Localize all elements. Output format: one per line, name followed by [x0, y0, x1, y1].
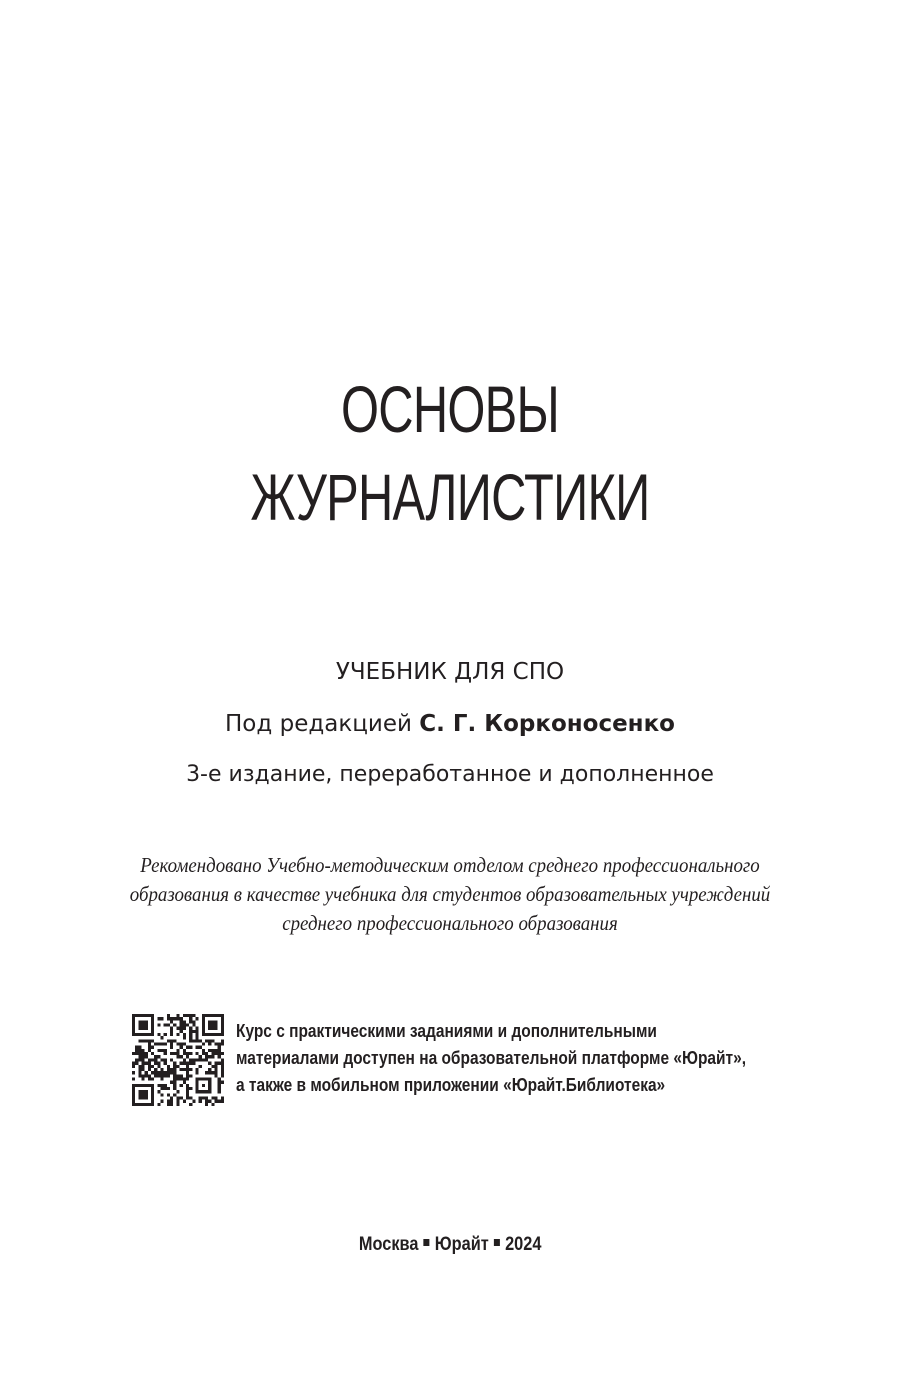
- editor-name: С. Г. Корконосенко: [419, 711, 675, 737]
- separator-square-icon: [494, 1239, 500, 1246]
- editor-line: [0, 711, 900, 737]
- imprint-publisher: Юрайт: [434, 1234, 489, 1255]
- course-note-line-3: а также в мобильном приложении «Юрайт.Библиотека»: [236, 1075, 666, 1095]
- course-note-line-1: Курс с практическими заданиями и дополнительными: [236, 1021, 657, 1041]
- title-line-2: ЖУРНАЛИСТИКИ: [250, 460, 650, 534]
- edition-line: 3-е издание, переработанное и дополненное: [186, 762, 714, 787]
- imprint-city: Москва: [358, 1234, 419, 1255]
- imprint-footer: [0, 1234, 900, 1256]
- book-title: [0, 365, 900, 541]
- book-type: УЧЕБНИК ДЛЯ СПО: [335, 659, 565, 685]
- recommendation-text: [0, 851, 900, 938]
- qr-code-graphic: [132, 1014, 224, 1106]
- imprint-year: 2024: [504, 1234, 542, 1255]
- title-line-1: ОСНОВЫ: [341, 372, 559, 446]
- recommendation-line-2: образования в качестве учебника для студентов образовательных учреждений: [129, 882, 771, 906]
- qr-code-icon[interactable]: [132, 1014, 224, 1106]
- recommendation-line-1: Рекомендовано Учебно-методическим отделом среднего профессионального: [140, 853, 760, 877]
- course-note: [236, 1018, 829, 1099]
- recommendation-line-3: среднего профессионального образования: [282, 911, 618, 935]
- course-note-line-2: материалами доступен на образовательной платформе «Юрайт»,: [236, 1048, 747, 1068]
- separator-square-icon: [423, 1239, 429, 1246]
- editor-prefix: Под редакцией: [225, 711, 420, 737]
